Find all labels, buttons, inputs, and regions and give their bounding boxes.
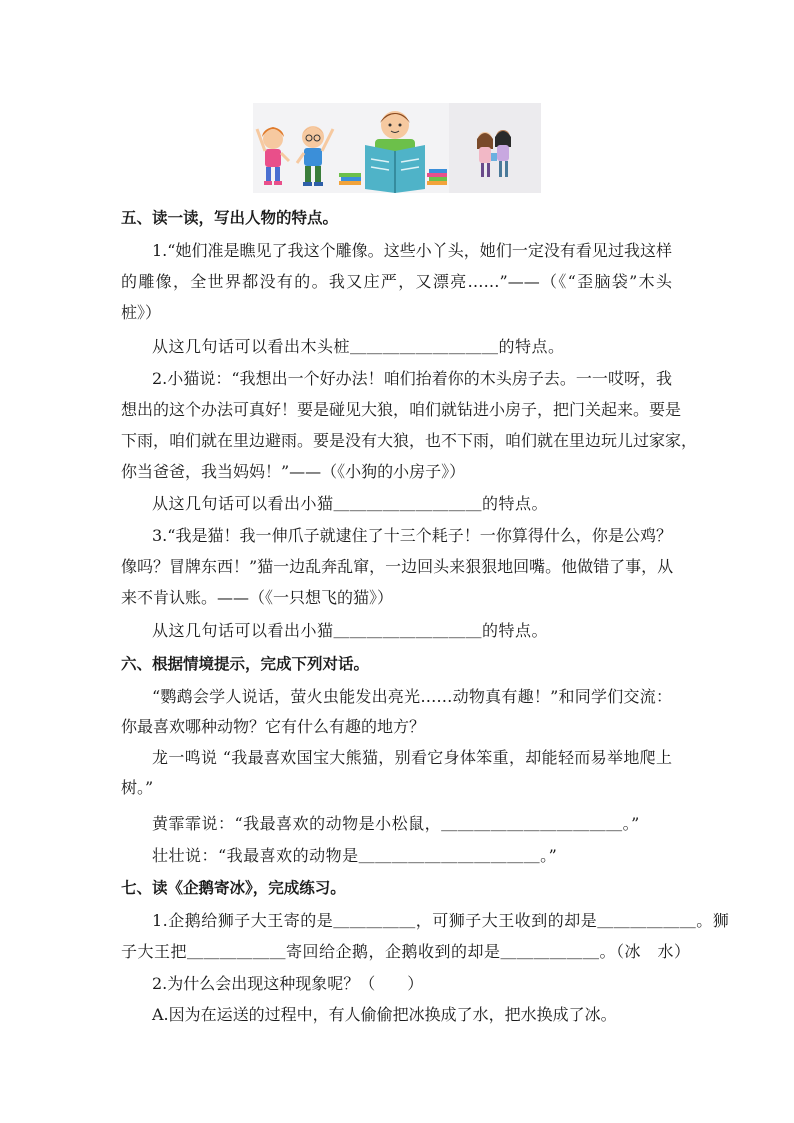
book-stack-right-icon xyxy=(427,169,447,185)
s6-longyiming-line-2: 树。” xyxy=(121,778,154,797)
q2-quote-line-2: 想出的这个办法可真好！要是碰见大狼，咱们就钻进小房子，把门关起来。要是 xyxy=(121,400,682,419)
s7-option-a[interactable]: A.因为在运送的过程中，有人偷偷把冰换成了水，把水换成了冰。 xyxy=(152,1005,617,1024)
section-six-heading: 六、根据情境提示，完成下列对话。 xyxy=(121,655,370,673)
s6-intro-line-2: 你最喜欢哪种动物？它有什么有趣的地方？ xyxy=(121,717,426,736)
book-stack-left-icon xyxy=(339,173,361,185)
s6-intro-line-1: “鹦鹉会学人说话，萤火虫能发出亮光……动物真有趣！”和同学们交流： xyxy=(152,687,672,706)
s6-longyiming-line-1: 龙一鸣说 “我最喜欢国宝大熊猫，别看它身体笨重，却能轻而易举地爬上 xyxy=(152,748,672,767)
q1-quote-line-3: 桩》） xyxy=(121,303,162,322)
section-seven-heading: 七、读《企鹅寄冰》，完成练习。 xyxy=(121,879,346,897)
s7-q2-question[interactable]: 2.为什么会出现这种现象呢？（ ） xyxy=(152,974,424,993)
q1-quote-line-1: 1.“她们准是瞧见了我这个雕像。这些小丫头，她们一定没有看见过我这样 xyxy=(152,241,672,260)
q3-quote-line-2: 像吗？冒牌东西！”猫一边乱奔乱窜，一边回头来狠狠地回嘴。他做错了事，从 xyxy=(121,557,674,576)
section-five-heading: 五、读一读，写出人物的特点。 xyxy=(121,209,339,227)
q3-quote-line-1: 3.“我是猫！我一伸爪子就逮住了十三个耗子！一你算得什么，你是公鸡？ xyxy=(152,526,672,545)
s6-zhuangzhuang-answer-blank[interactable]: 壮壮说：“我最喜欢的动物是＿＿＿＿＿＿＿＿＿＿＿。” xyxy=(152,846,558,865)
s6-huangfeifei-answer-blank[interactable]: 黄霏霏说：“我最喜欢的动物是小松鼠，＿＿＿＿＿＿＿＿＿＿＿。” xyxy=(152,814,640,833)
q2-quote-line-1: 2.小猫说：“我想出一个好办法！咱们抬着你的木头房子去。一一哎呀，我 xyxy=(152,369,672,388)
q1-answer-blank[interactable]: 从这几句话可以看出木头桩＿＿＿＿＿＿＿＿＿的特点。 xyxy=(152,337,565,356)
q1-quote-line-2: 的雕像，全世界都没有的。我又庄严，又漂亮……”——（《“歪脑袋”木头 xyxy=(121,272,672,291)
q3-answer-blank[interactable]: 从这几句话可以看出小猫＿＿＿＿＿＿＿＿＿的特点。 xyxy=(152,621,549,640)
q3-quote-line-3: 来不肯认账。——（《一只想飞的猫》） xyxy=(121,588,394,607)
s7-q1-line-1[interactable]: 1.企鹅给狮子大王寄的是＿＿＿＿＿，可狮子大王收到的却是＿＿＿＿＿＿。狮 xyxy=(152,911,730,930)
q2-answer-blank[interactable]: 从这几句话可以看出小猫＿＿＿＿＿＿＿＿＿的特点。 xyxy=(152,494,549,513)
kids-reading-illustration xyxy=(253,103,541,193)
q2-quote-line-3: 下雨，咱们就在里边避雨。要是没有大狼，也不下雨，咱们就在里边玩儿过家家， xyxy=(121,431,698,450)
q2-quote-line-4: 你当爸爸，我当妈妈！”——（《小狗的小房子》） xyxy=(121,462,466,481)
s7-q1-line-2[interactable]: 子大王把＿＿＿＿＿＿寄回给企鹅，企鹅收到的却是＿＿＿＿＿＿。（冰 水） xyxy=(121,942,691,961)
